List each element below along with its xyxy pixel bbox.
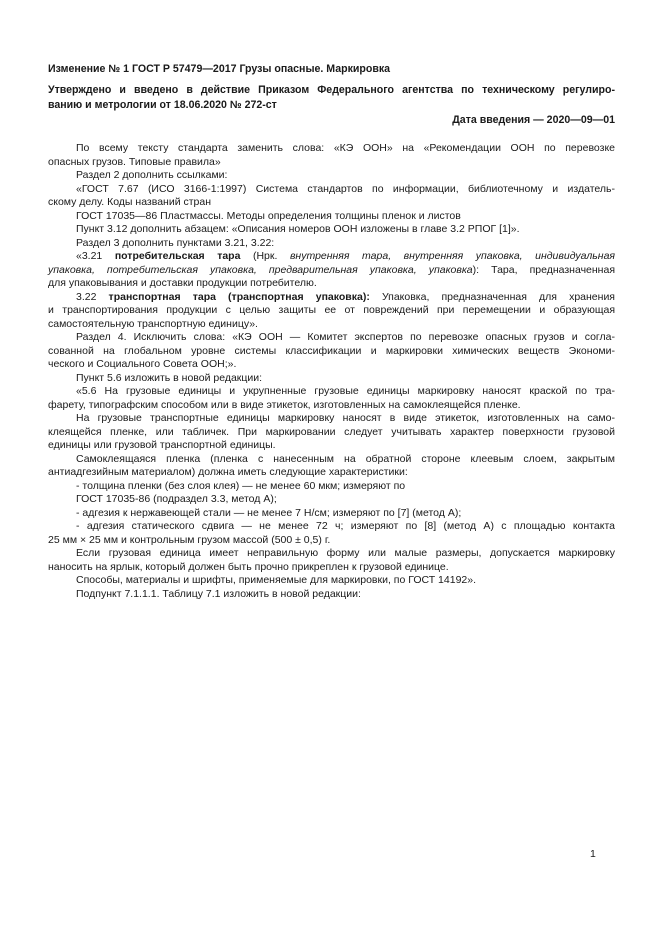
text-fragment: Упаковка, предназначенная для хранения	[381, 290, 615, 303]
text-line: - толщина пленки (без слоя клея) — не менее 60 мкм; измеряют по	[76, 479, 406, 492]
definition-3-21-line-2	[48, 264, 615, 278]
document-body	[48, 142, 615, 601]
text-line: Пункт 5.6 изложить в новой редакции:	[76, 371, 263, 384]
text-line: антиадгезийным материалом) должна иметь следующие характеристики:	[48, 466, 408, 478]
text-line: ГОСТ 17035—86 Пластмассы. Методы определения толщины пленок и листов	[76, 209, 461, 222]
text-line: Пункт 3.12 дополнить абзацем: «Описания номеров ООН изложены в главе 3.2 РПОГ [1]».	[76, 223, 520, 235]
text-line: - адгезия к нержавеющей стали — не менее 7 Н/см; измеряют по [7] (метод А);	[76, 506, 462, 519]
text-line: «5.6 На грузовые единицы и укрупненные грузовые единицы маркировку наносят краской по тра-	[76, 385, 615, 397]
text-line: Раздел 2 дополнить ссылками:	[76, 169, 228, 181]
approval-line-1: Утверждено и введено в действие Приказом Федерального агентства по техническому регулиро-	[48, 84, 615, 96]
text-line: Способы, материалы и шрифты, применяемые для маркировки, по ГОСТ 14192».	[76, 574, 476, 586]
text-line: скому делу. Коды названий стран	[48, 196, 212, 208]
definition-3-21-line-1	[48, 250, 615, 264]
text-line: Если грузовая единица имеет неправильную форму или малые размеры, допускается маркировку	[76, 547, 615, 559]
text-line: и транспортирования продукции с целью защиты ее от повреждений при перемещении и образующая	[48, 304, 615, 316]
text-line: Подпункт 7.1.1.1. Таблицу 7.1 изложить в новой редакции:	[76, 587, 361, 600]
text-fragment: ): Тара, предназначенная	[472, 263, 615, 276]
page-number: 1	[590, 848, 596, 860]
italic-fragment: внутренняя тара, внутренняя упаковка, индивидуальная	[289, 250, 616, 262]
text-line: Раздел 3 дополнить пунктами 3.21, 3.22:	[76, 236, 275, 249]
text-line: ческого и Социального Совета ООН;».	[48, 358, 237, 370]
definition-3-22-line-1	[48, 291, 615, 305]
term: транспортная тара (транспортная упаковка):	[108, 290, 370, 303]
text-line: - адгезия статического сдвига — не менее 72 ч; измеряют по [8] (метод А) с площадью контакта	[76, 520, 615, 532]
text-line: опасных грузов. Типовые правила»	[48, 155, 221, 168]
document-title: Изменение № 1 ГОСТ Р 57479—2017 Грузы опасные. Маркировка	[48, 63, 391, 75]
text-line: 25 мм × 25 мм и контрольным грузом массой (500 ± 0,5) г.	[48, 533, 331, 546]
text-line: Раздел 4. Исключить слова: «КЭ ООН — Комитет экспертов по перевозке опасных грузов и согла-	[76, 331, 615, 343]
text-line: самостоятельную транспортную единицу».	[48, 317, 258, 330]
text-line: единицы или грузовой транспортной единицы.	[48, 439, 276, 451]
approval-line-2: ванию и метрологии от 18.06.2020 № 272-ст	[48, 98, 277, 111]
text-line: сованной на глобальном уровне системы классификации и маркировки химических веществ Экономи-	[48, 344, 615, 357]
text-line: для упаковывания и доставки продукции потребителю.	[48, 277, 317, 289]
text-line: «ГОСТ 7.67 (ИСО 3166-1:1997) Система стандартов по информации, библиотечному и издатель-	[76, 182, 615, 195]
clause-number: 3.22	[76, 290, 97, 303]
text-line: фарету, типографским способом или в виде этикеток, изготовленных на самоклеящейся пленке.	[48, 398, 521, 411]
italic-fragment: упаковка, потребительская упаковка, предварительная упаковка, упаковка	[48, 263, 473, 276]
text-fragment: (Нрк.	[252, 250, 278, 262]
approval-statement	[48, 83, 615, 112]
text-line: На грузовые транспортные единицы маркировку наносят в виде этикеток, изготовленных на само-	[76, 412, 615, 424]
clause-number: «3.21	[76, 250, 103, 262]
text-line: клеящейся пленке, или табличек. При маркировании следует учитывать характер поверхности грузовой	[48, 425, 615, 438]
text-line: Самоклеящаяся пленка (пленка с нанесенным на обратной стороне клеевым слоем, закрытым	[76, 452, 615, 465]
text-line: наносить на ярлык, который должен быть прочно прикреплен к грузовой единице.	[48, 560, 449, 573]
effective-date: Дата введения — 2020—09—01	[452, 114, 615, 126]
term: потребительская тара	[114, 250, 241, 262]
text-line: По всему тексту стандарта заменить слова: «КЭ ООН» на «Рекомендации ООН по перевозке	[76, 142, 615, 154]
text-line: ГОСТ 17035-86 (подраздел 3.3, метод А);	[76, 493, 277, 505]
